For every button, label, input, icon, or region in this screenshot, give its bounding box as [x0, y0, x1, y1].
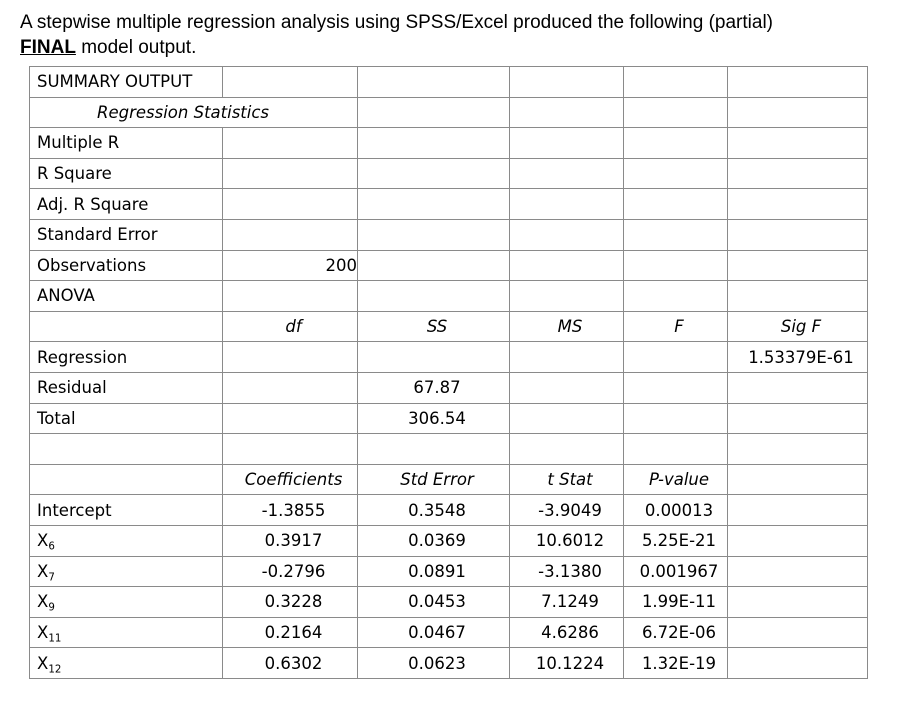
adj-r-square-label: Adj. R Square	[30, 189, 223, 220]
anova-header-sig-f: Sig F	[728, 311, 868, 342]
residual-ss-value: 67.87	[358, 372, 510, 403]
standard-error-label: Standard Error	[30, 219, 223, 250]
table-row: $X_9$ 0.3228 0.0453 7.1249 1.99E-11	[30, 587, 868, 618]
table-row	[30, 250, 868, 281]
table-row	[30, 281, 868, 312]
total-ss-value: 306.54	[358, 403, 510, 434]
r-square-value	[223, 158, 358, 189]
standard-error-value	[223, 219, 358, 250]
coef-header-coefficients: Coefficients	[223, 464, 358, 495]
anova-row-label: Residual	[30, 372, 223, 403]
observations-value: 200	[223, 250, 358, 281]
coef-row-label: $X_9$	[30, 587, 223, 618]
anova-row-label: Total	[30, 403, 223, 434]
table-row	[30, 434, 868, 465]
anova-title: ANOVA	[30, 281, 223, 312]
table-row	[30, 219, 868, 250]
summary-output-table	[29, 66, 868, 679]
table-row	[30, 189, 868, 220]
coef-header-t-stat: t Stat	[510, 464, 624, 495]
final-emphasis: FINAL	[20, 37, 76, 58]
question-text	[20, 10, 895, 60]
r-square-label: R Square	[30, 158, 223, 189]
coef-row-label: $X_{11}$	[30, 617, 223, 648]
anova-header-ss: SS	[358, 311, 510, 342]
observations-label: Observations	[30, 250, 223, 281]
table-row: Intercept -1.3855 0.3548 -3.9049 0.00013	[30, 495, 868, 526]
table-row	[30, 464, 868, 495]
coef-row-label: $X_{12}$	[30, 648, 223, 679]
question-line-1: A stepwise multiple regression analysis using SPSS/Excel produced the following (partial)	[20, 12, 773, 33]
table-row: $X_7$ -0.2796 0.0891 -3.1380 0.001967	[30, 556, 868, 587]
multiple-r-label: Multiple R	[30, 128, 223, 159]
table-row	[30, 311, 868, 342]
coef-row-label: $X_7$	[30, 556, 223, 587]
coef-row-label: $X_6$	[30, 525, 223, 556]
table-row	[30, 158, 868, 189]
table-row	[30, 342, 868, 373]
anova-row-label: Regression	[30, 342, 223, 373]
coef-row-label: Intercept	[30, 495, 223, 526]
anova-header-ms: MS	[510, 311, 624, 342]
coef-header-std-error: Std Error	[358, 464, 510, 495]
sig-f-value: 1.53379E-61	[728, 342, 868, 373]
summary-title: SUMMARY OUTPUT	[30, 67, 223, 98]
regression-statistics-header: Regression Statistics	[30, 97, 358, 128]
coef-header-p-value: P-value	[624, 464, 728, 495]
question-line-2: model output.	[75, 37, 197, 58]
table-row	[30, 128, 868, 159]
table-row: $X_{11}$ 0.2164 0.0467 4.6286 6.72E-06	[30, 617, 868, 648]
anova-header-f: F	[624, 311, 728, 342]
anova-header-df: df	[223, 311, 358, 342]
table-row	[30, 403, 868, 434]
table-row: $X_6$ 0.3917 0.0369 10.6012 5.25E-21	[30, 525, 868, 556]
multiple-r-value	[223, 128, 358, 159]
table-row	[30, 97, 868, 128]
table-row: $X_{12}$ 0.6302 0.0623 10.1224 1.32E-19	[30, 648, 868, 679]
table-row	[30, 67, 868, 98]
table-row	[30, 372, 868, 403]
adj-r-square-value	[223, 189, 358, 220]
